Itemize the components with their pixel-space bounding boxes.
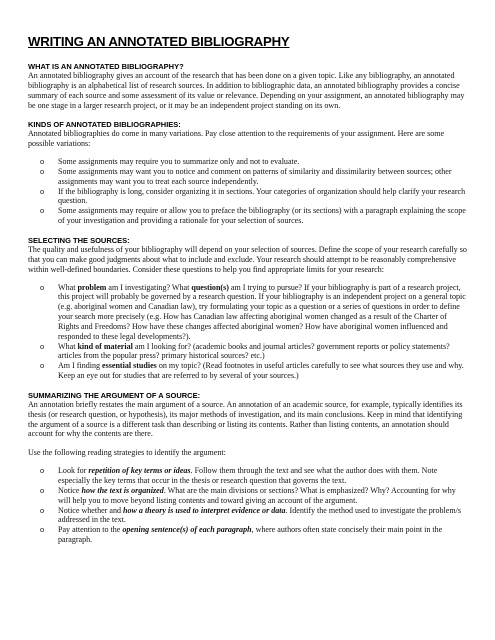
section-heading: SUMMARIZING THE ARGUMENT OF A SOURCE:: [28, 390, 201, 400]
section-paragraph: An annotation briefly restates the main argument of a source. An annotation of an academic source, for example, typically identifies its thesis (or research question, or hypothesis), its major methods of investigation, and its main conclusions. Keep in mind that identifying the argument of a source is a different task than describing or listing its contents. Rather than listing contents, an annotation should account for why the contents are there.: [28, 399, 463, 439]
list-item: o Notice how the text is organized. What are the main divisions or sections? What is emphasized? Why? Accounting for why will help you to move beyond listing contents and toward giving an account of the argument.: [40, 485, 456, 505]
bullet-icon: o: [40, 505, 45, 515]
section-paragraph-2: Use the following reading strategies to identify the argument:: [28, 448, 226, 458]
list-item: o Some assignments may want you to notice and comment on patterns of similarity and dissimilarity between sources; other assignments may want you to treat each source independently.: [40, 166, 452, 186]
bullet-icon: o: [40, 206, 45, 216]
section-paragraph: An annotated bibliography gives an account of the research that has been done on a given topic. Like any bibliography, an annotated bibliography is an alphabetical list of research sources. In addition to bibliographic data, an annotated bibliography provides a concise summary of each source and some assessment of its value or relevance. Depending on your assignment, an annotated bibliography may be one stage in a larger research project, or it may be an independent project standing on its own.: [28, 71, 465, 110]
bullet-icon: o: [40, 157, 45, 167]
variations-list: [28, 157, 468, 226]
bullet-icon: o: [40, 525, 45, 535]
list-item: o Notice whether and how a theory is used to interpret evidence or data. Identify the method used to investigate the problem/s addressed in the text.: [40, 505, 461, 525]
list-item: o Some assignments may require you to summarize only and not to evaluate.: [40, 157, 300, 167]
list-item: o If the bibliography is long, consider organizing it in sections. Your categories of organization should help clarify your research question.: [40, 186, 466, 206]
bullet-icon: o: [40, 466, 45, 476]
bullet-icon: o: [40, 282, 45, 292]
bullet-icon: o: [40, 186, 45, 196]
list-item: o What problem am I investigating? What question(s) am I trying to pursue? If your bibliography is part of a research project, this project will probably be governed by a research question. If your bibliography is an independent project on a general topic (e.g. aboriginal women and Canadian law), try formulating your topic as a question or a series of questions in order to define your search more precisely (e.g. How has Canadian law affecting aboriginal women changed as a result of the Charter of Rights and Freedoms? How have these changes affected aboriginal women? How have aboriginal women influenced and responded to these legal developments?).: [40, 282, 466, 341]
document-page: [28, 34, 468, 545]
section-paragraph: The quality and usefulness of your bibliography will depend on your selection of sources. Define the scope of your research carefully so that you can make good judgments about what to include and exclude. Your research should attempt to be reasonably comprehensive within well-defined boundaries. Consider these questions to help you find appropriate limits for your research:: [28, 244, 467, 274]
bullet-icon: o: [40, 341, 45, 351]
questions-list: [28, 283, 468, 381]
bullet-icon: o: [40, 166, 45, 176]
section-selecting: [28, 236, 468, 381]
list-item: o What kind of material am I looking for? (academic books and journal articles? government reports or policy statements? articles from the popular press? primary historical sources? etc.): [40, 341, 450, 361]
document-title: WRITING AN ANNOTATED BIBLIOGRAPHY: [28, 34, 290, 49]
section-what-is: [28, 62, 468, 110]
list-item: o Some assignments may require or allow you to preface the bibliography (or its sections) with a paragraph explaining the scope of your investigation and providing a rationale for your selection of sources.: [40, 206, 466, 226]
section-kinds: [28, 120, 468, 226]
section-heading: SELECTING THE SOURCES:: [28, 235, 130, 245]
list-item: o Pay attention to the opening sentence(s) of each paragraph, where authors often state concisely their main point in the paragraph.: [40, 525, 443, 545]
list-item: o Look for repetition of key terms or ideas. Follow them through the text and see what the author does with them. Note especially the key terms that occur in the thesis or research question that governs the text.: [40, 466, 438, 485]
bullet-icon: o: [40, 361, 45, 371]
strategies-list: [28, 466, 468, 545]
bullet-icon: o: [40, 485, 45, 495]
section-summarizing: [28, 391, 468, 545]
section-heading: KINDS OF ANNOTATED BIBLIOGRAPHIES:: [28, 120, 181, 130]
list-item: o Am I finding essential studies on my topic? (Read footnotes in useful articles carefully to see what sources they use and why. Keep an eye out for studies that are referred to by several of your sources.): [40, 361, 464, 381]
section-heading: WHAT IS AN ANNOTATED BIBLIOGRAPHY?: [28, 62, 184, 71]
section-paragraph: Annotated bibliographies do come in many variations. Pay close attention to the requirements of your assignment. Here are some possible variations:: [28, 129, 445, 149]
